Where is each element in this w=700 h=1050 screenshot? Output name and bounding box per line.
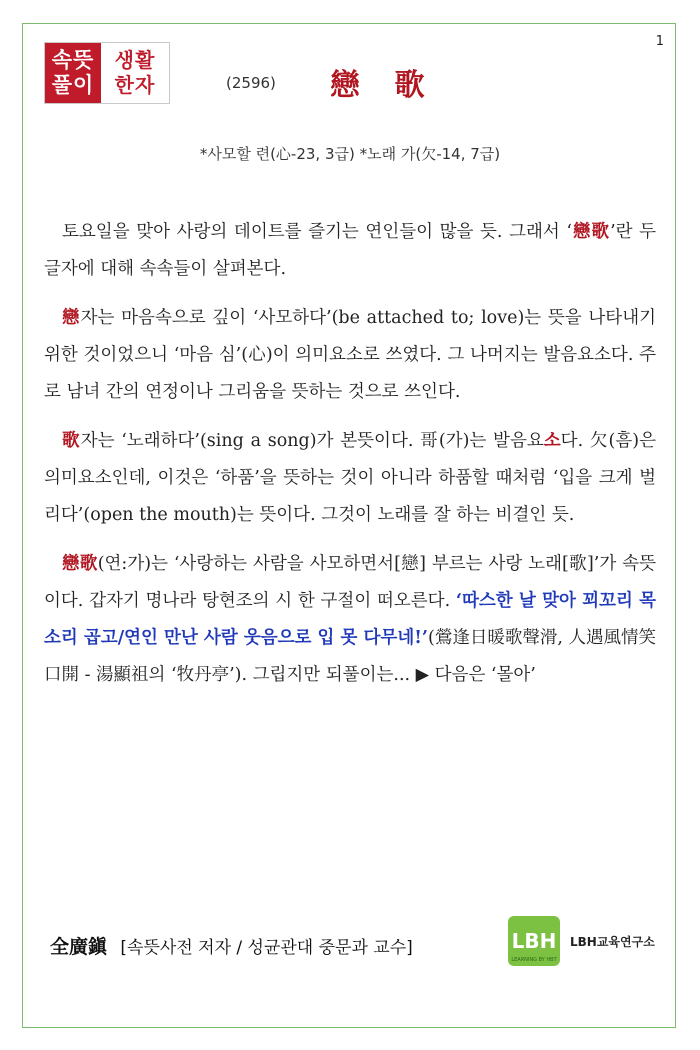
paragraph-3 [44,423,656,534]
paragraph-4 [44,546,656,694]
lbh-logo-letters: LBH [511,929,557,953]
page-number: 1 [655,34,664,49]
p2-text: 자는 마음속으로 깊이 ‘사모하다’(be attached to; love)는 뜻을 나타내기 위한 것이었으니 ‘마음 심’(心)이 의미요소로 쓰였다. 그 나머지는 발음요소다. 주로 남녀 간의 연정이나 그리움을 뜻하는 것으로 쓰인다. [44,308,657,402]
entry-number: (2596) [226,74,276,92]
character-gloss: *사모할 련(心-23, 3급) *노래 가(欠-14, 7급) [199,145,501,163]
author-name: 全廣鎭 [50,936,108,958]
author-line [50,932,413,959]
page-title: 戀 歌 [330,68,437,103]
p3-text-b: 다. 欠(흠)은 의미요소인데, 이것은 ‘하품’을 뜻하는 것이 아니라 하품할 때처럼 ‘입을 크게 벌리다’(open the mouth)는 뜻이다. 그것이 노래를 잘 하는 비결인 듯. [44,431,657,525]
logo-right-block [101,43,169,103]
p4-text-a: (연:가)는 ‘사랑하는 사람을 사모하면서[戀] 부르는 사랑 노래[歌]’가 속뜻이다. 갑자기 명나라 탕현조의 시 한 구절이 떠오른다. [44,554,656,611]
p2-highlight: 戀 [62,308,81,328]
article-body [44,214,656,706]
logo-right-line1: 생활 [114,48,156,72]
p4-text-b: (鶯逢日暖歌聲滑, 人遇風情笑口開 - 湯顯祖의 ‘牧丹亭’). 그립지만 되풀이는... ▶ 다음은 ‘몰아’ [44,628,657,685]
lbh-logo-tagline: LEARNING BY HBT [511,957,557,963]
p1-text-a: 토요일을 맞아 사랑의 데이트를 즐기는 연인들이 많을 듯. 그래서 ‘ [62,222,572,242]
p3-highlight: 歌 [62,431,81,451]
p3-text-a: 자는 ‘노래하다’(sing a song)가 본뜻이다. 哥(가)는 발음요 [80,431,544,451]
org-name: LBH교육연구소 [570,934,655,949]
p4-quote: ‘따스한 날 맞아 꾀꼬리 목소리 곱고/연인 만난 사람 웃음으로 입 못 다무네!’ [44,591,657,648]
paragraph-1 [44,214,656,288]
logo-left-line2: 풀이 [51,73,95,97]
series-logo [44,42,170,104]
paragraph-2 [44,300,656,411]
p4-highlight: 戀歌 [62,554,98,574]
p1-highlight: 戀歌 [571,222,611,242]
author-description: [속뜻사전 저자 / 성균관대 중문과 교수] [120,938,413,958]
org-logo [508,916,655,966]
logo-right-line2: 한자 [114,73,156,97]
logo-left-line1: 속뜻 [51,48,95,72]
lbh-logo-mark [508,916,560,966]
logo-left-block [45,43,101,103]
p3-highlight-2: 소 [543,431,561,451]
p1-text-b: ’란 두 글자에 대해 속속들이 살펴본다. [44,222,657,279]
